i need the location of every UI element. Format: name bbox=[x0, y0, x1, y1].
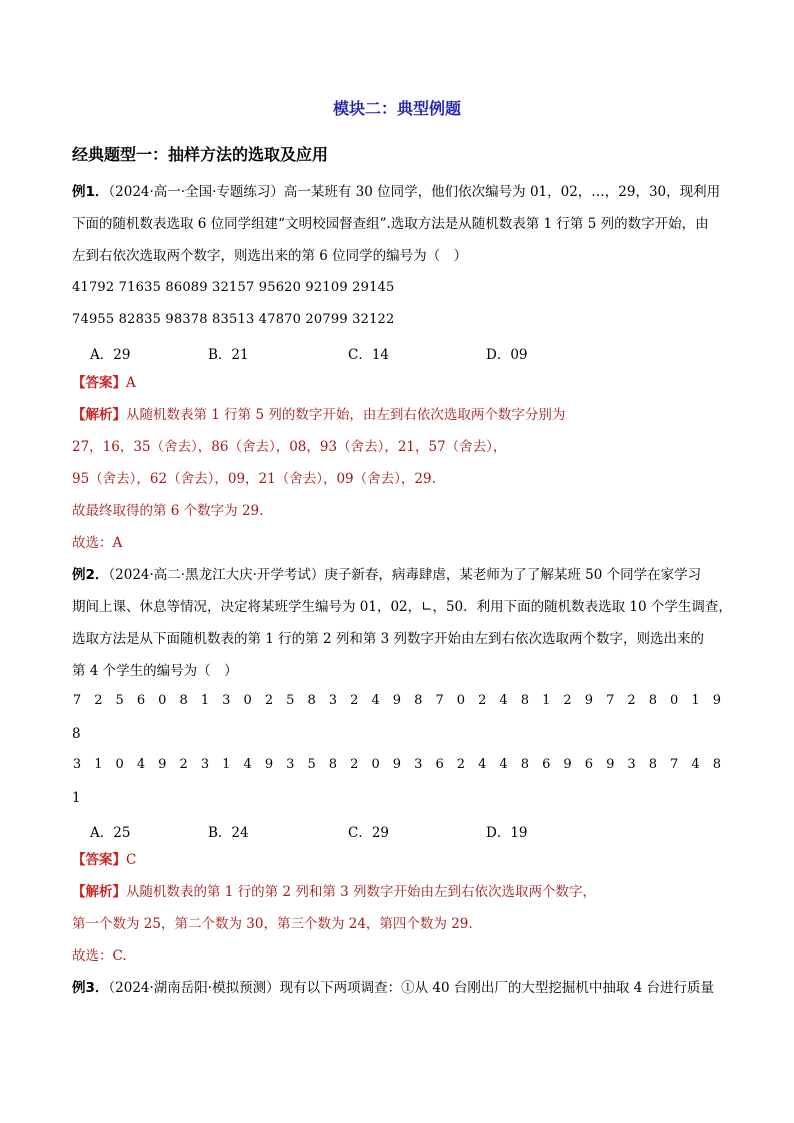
row2-digit: 3 bbox=[627, 757, 636, 772]
row1-digit: 4 bbox=[499, 693, 508, 708]
example1-option-c: C．14 bbox=[348, 347, 390, 363]
section-title: 模块二：典型例题 bbox=[332, 99, 461, 118]
example2-option-d: D．19 bbox=[486, 825, 528, 841]
row2-digit: 8 bbox=[712, 757, 721, 772]
random-digits-row2-wrap: 1 bbox=[72, 790, 81, 806]
row2-digit: 6 bbox=[542, 757, 551, 772]
row1-digit: 9 bbox=[712, 693, 721, 708]
row1-digit: 3 bbox=[222, 693, 231, 708]
row2-digit: 2 bbox=[456, 757, 466, 772]
row2-digit: 4 bbox=[499, 757, 508, 772]
row2-digit: 9 bbox=[264, 757, 274, 772]
example2-analysis-line2: 第一个数为 25，第二个数为 30，第三个数为 24，第四个数为 29. bbox=[72, 916, 473, 932]
row2-digit: 2 bbox=[179, 757, 188, 772]
row1-digit: 0 bbox=[670, 693, 679, 708]
row2-digit: 9 bbox=[606, 757, 615, 772]
row1-digit: 3 bbox=[328, 693, 338, 708]
row1-digit: 7 bbox=[72, 693, 82, 708]
analysis-tag: 【解析】 bbox=[72, 407, 126, 423]
row2-digit: 7 bbox=[670, 757, 679, 772]
example2-text: （2024·高二·黑龙江大庆·开学考试）庚子新春，病毒肆虐，某老师为了了解某班 50 个同学在家学习 bbox=[108, 567, 702, 583]
example2-line2: 期间上课、休息等情况，决定将某班学生编号为 01，02，∟，50．利用下面的随机数表选取 10 个学生调查， bbox=[72, 599, 732, 615]
analysis-tag: 【解析】 bbox=[72, 884, 126, 900]
row2-digit: 6 bbox=[435, 757, 444, 772]
row1-digit: 1 bbox=[542, 693, 551, 708]
answer-value: A bbox=[126, 375, 136, 391]
row2-digit: 1 bbox=[94, 757, 103, 772]
row1-digit: 0 bbox=[456, 693, 466, 708]
row2-digit: 9 bbox=[158, 757, 167, 772]
analysis-text: 从随机数表的第 1 行的第 2 列和第 3 列数字开始由左到右依次选取两个数字， bbox=[126, 884, 597, 900]
example2-number: 例2． bbox=[72, 567, 109, 583]
example2-line1 bbox=[72, 566, 726, 584]
row2-digit: 0 bbox=[371, 757, 380, 772]
row1-digit: 8 bbox=[179, 693, 188, 708]
row2-digit: 8 bbox=[648, 757, 657, 772]
example1-analysis-line4: 故最终取得的第 6 个数字为 29. bbox=[72, 503, 264, 519]
example3-number: 例3． bbox=[72, 980, 109, 996]
row2-digit: 0 bbox=[115, 757, 124, 772]
row2-digit: 3 bbox=[414, 757, 423, 772]
question-type-title: 经典题型一：抽样方法的选取及应用 bbox=[72, 145, 329, 164]
random-table-row1: 41792 71635 86089 32157 95620 92109 29145 bbox=[72, 280, 395, 295]
row2-digit: 3 bbox=[72, 757, 82, 772]
example3-line1 bbox=[72, 979, 726, 997]
row1-digit: 0 bbox=[158, 693, 167, 708]
example2-line4: 第 4 个学生的编号为（ ） bbox=[72, 663, 238, 679]
example1-choose: 故选：A bbox=[72, 535, 123, 551]
row1-digit: 1 bbox=[691, 693, 700, 708]
row1-digit: 8 bbox=[648, 693, 657, 708]
example1-analysis-line2: 27，16，35（舍去），86（舍去），08，93（舍去），21，57（舍去）， bbox=[72, 439, 507, 455]
row1-digit: 1 bbox=[200, 693, 210, 708]
example1-option-d: D．09 bbox=[486, 347, 528, 363]
row1-digit: 9 bbox=[392, 693, 402, 708]
random-digits-row2 bbox=[72, 757, 722, 772]
example1-analysis-line3: 95（舍去），62（舍去），09，21（舍去），09（舍去），29. bbox=[72, 471, 436, 487]
row1-digit: 4 bbox=[371, 693, 380, 708]
row1-digit: 5 bbox=[115, 693, 124, 708]
row2-digit: 1 bbox=[222, 757, 231, 772]
row2-digit: 9 bbox=[392, 757, 402, 772]
row1-digit: 6 bbox=[136, 693, 146, 708]
example2-option-b: B．24 bbox=[208, 825, 249, 841]
example2-choose: 故选：C. bbox=[72, 948, 127, 964]
example1-line2: 下面的随机数表选取 6 位同学组建“文明校园督查组”.选取方法是从随机数表第 1 行第 5 列的数字开始，由 bbox=[72, 216, 709, 232]
example1-line1 bbox=[72, 183, 726, 201]
row1-digit: 7 bbox=[606, 693, 615, 708]
row2-digit: 4 bbox=[478, 757, 487, 772]
row1-digit: 8 bbox=[520, 693, 530, 708]
example1-text: （2024·高一·全国·专题练习）高一某班有 30 位同学，他们依次编号为 01，02，…，29，30，现利用 bbox=[108, 184, 721, 200]
row1-digit: 2 bbox=[350, 693, 359, 708]
row2-digit: 6 bbox=[584, 757, 594, 772]
row2-digit: 3 bbox=[200, 757, 210, 772]
row2-digit: 8 bbox=[520, 757, 530, 772]
example2-analysis-line1 bbox=[72, 883, 726, 901]
row2-digit: 2 bbox=[350, 757, 359, 772]
analysis-text: 从随机数表第 1 行第 5 列的数字开始，由左到右依次选取两个数字分别为 bbox=[126, 407, 566, 423]
answer-tag: 【答案】 bbox=[72, 852, 126, 868]
row1-digit: 2 bbox=[627, 693, 636, 708]
row1-digit: 2 bbox=[94, 693, 103, 708]
row2-digit: 9 bbox=[563, 757, 572, 772]
example1-option-b: B．21 bbox=[208, 347, 249, 363]
row1-digit: 0 bbox=[243, 693, 252, 708]
answer-value: C bbox=[126, 852, 137, 868]
row1-digit: 9 bbox=[584, 693, 594, 708]
row1-digit: 7 bbox=[435, 693, 444, 708]
row2-digit: 8 bbox=[328, 757, 338, 772]
example2-answer bbox=[72, 851, 726, 869]
random-digits-row1 bbox=[72, 693, 722, 708]
example1-option-a: A．29 bbox=[90, 347, 131, 363]
example1-analysis-line1 bbox=[72, 406, 726, 424]
row1-digit: 5 bbox=[286, 693, 295, 708]
row2-digit: 4 bbox=[243, 757, 252, 772]
example2-option-c: C．29 bbox=[348, 825, 390, 841]
row1-digit: 8 bbox=[307, 693, 316, 708]
example3-text: （2024·湖南岳阳·模拟预测）现有以下两项调查：①从 40 台刚出厂的大型挖掘机中抽取 4 台进行质量 bbox=[108, 980, 715, 996]
example1-line3: 左到右依次选取两个数字，则选出来的第 6 位同学的编号为（ ） bbox=[72, 248, 468, 264]
random-digits-row1-wrap: 8 bbox=[72, 726, 81, 742]
row2-digit: 5 bbox=[307, 757, 316, 772]
random-table-row2: 74955 82835 98378 83513 47870 20799 32122 bbox=[72, 312, 395, 327]
example1-answer bbox=[72, 374, 726, 392]
answer-tag: 【答案】 bbox=[72, 375, 126, 391]
row1-digit: 2 bbox=[264, 693, 274, 708]
row2-digit: 4 bbox=[691, 757, 700, 772]
row1-digit: 8 bbox=[414, 693, 423, 708]
row1-digit: 2 bbox=[478, 693, 487, 708]
row2-digit: 3 bbox=[286, 757, 295, 772]
row1-digit: 2 bbox=[563, 693, 572, 708]
example2-option-a: A．25 bbox=[90, 825, 131, 841]
row2-digit: 4 bbox=[136, 757, 146, 772]
example2-line3: 选取方法是从下面随机数表的第 1 行的第 2 列和第 3 列数字开始由左到右依次选取两个数字，则选出来的 bbox=[72, 631, 705, 647]
example1-number: 例1． bbox=[72, 184, 109, 200]
